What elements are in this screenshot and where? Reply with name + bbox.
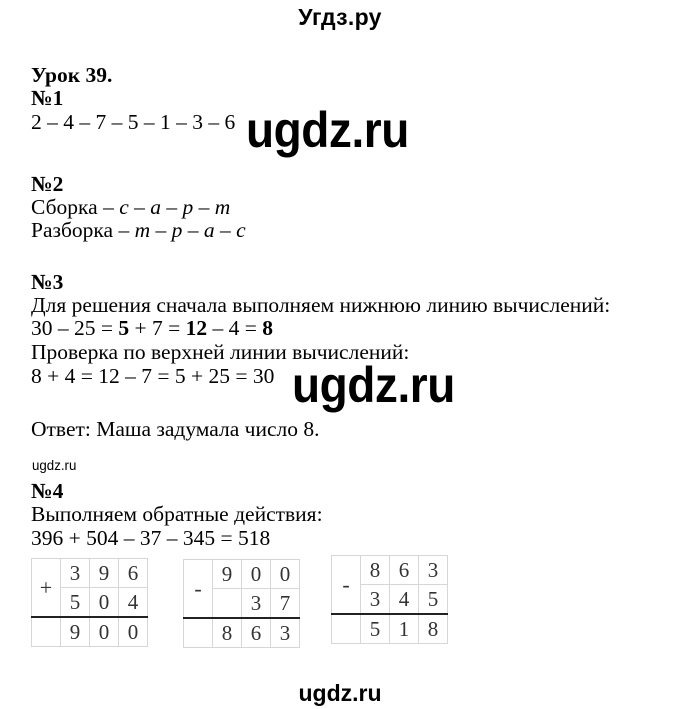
digit-cell: 4 xyxy=(119,588,148,618)
calc-part: – 4 = xyxy=(207,316,263,340)
result-digit: 1 xyxy=(390,614,419,644)
empty-cell xyxy=(332,614,361,644)
calc-bold-value: 5 xyxy=(118,316,130,340)
digit-cell: 9 xyxy=(90,559,119,588)
digit-cell xyxy=(213,589,242,619)
digit-cell: 3 xyxy=(419,556,448,585)
calc-bold-value: 12 xyxy=(185,316,208,340)
watermark-small: ugdz.ru xyxy=(32,457,77,473)
task-2-assembly xyxy=(31,196,230,219)
digit-cell: 8 xyxy=(361,556,390,585)
digit-cell: 0 xyxy=(271,560,300,589)
column-subtraction-table-2 xyxy=(331,555,448,644)
operator-minus: - xyxy=(184,560,213,619)
task-4-intro: Выполняем обратные действия: xyxy=(31,502,323,526)
result-digit: 0 xyxy=(119,617,148,647)
digit-cell: 6 xyxy=(390,556,419,585)
task-1-number: №1 xyxy=(31,86,64,110)
disassembly-sequence: т – р – а – с xyxy=(134,218,246,242)
operator-plus: + xyxy=(32,559,61,618)
result-digit: 6 xyxy=(242,618,271,648)
watermark-bottom: ugdz.ru xyxy=(298,680,382,706)
result-digit: 8 xyxy=(213,618,242,648)
digit-cell: 3 xyxy=(61,559,90,588)
empty-cell xyxy=(32,617,61,647)
task-3-check-intro: Проверка по верхней линии вычислений: xyxy=(31,340,410,364)
digit-cell: 0 xyxy=(90,588,119,618)
task-3-intro: Для решения сначала выполняем нижнюю линию вычислений: xyxy=(31,293,611,317)
empty-cell xyxy=(184,618,213,648)
digit-cell: 0 xyxy=(242,560,271,589)
task-1-answer: 2 – 4 – 7 – 5 – 1 – 3 – 6 xyxy=(31,110,236,134)
calc-part: 30 – 25 = xyxy=(31,316,119,340)
calc-part: + 7 = xyxy=(129,316,186,340)
column-subtraction-table-1 xyxy=(183,559,300,648)
task-4-expression: 396 + 504 – 37 – 345 = 518 xyxy=(31,526,271,550)
task-2-number: №2 xyxy=(31,172,64,196)
result-digit: 3 xyxy=(271,618,300,648)
watermark-2: ugdz.ru xyxy=(292,357,455,413)
task-3-calculation xyxy=(31,317,273,340)
lesson-title: Урок 39. xyxy=(31,63,113,87)
task-4-number: №4 xyxy=(31,479,64,503)
result-digit: 8 xyxy=(419,614,448,644)
digit-cell: 9 xyxy=(213,560,242,589)
result-digit: 0 xyxy=(90,617,119,647)
calc-bold-value: 8 xyxy=(262,316,274,340)
operator-minus: - xyxy=(332,556,361,615)
task-3-answer: Ответ: Маша задумала число 8. xyxy=(31,417,320,441)
digit-cell: 7 xyxy=(271,589,300,619)
digit-cell: 6 xyxy=(119,559,148,588)
digit-cell: 4 xyxy=(390,585,419,615)
task-2-disassembly xyxy=(31,219,246,242)
watermark-1: ugdz.ru xyxy=(246,102,409,158)
result-digit: 9 xyxy=(61,617,90,647)
task-3-number: №3 xyxy=(31,270,64,294)
assembly-sequence: с – а – р – т xyxy=(119,195,231,219)
result-digit: 5 xyxy=(361,614,390,644)
column-addition-table xyxy=(31,558,148,647)
digit-cell: 3 xyxy=(361,585,390,615)
assembly-label: Сборка – xyxy=(31,195,120,219)
site-title[interactable]: Угдз.ру xyxy=(298,4,382,30)
digit-cell: 5 xyxy=(61,588,90,618)
digit-cell: 5 xyxy=(419,585,448,615)
disassembly-label: Разборка – xyxy=(31,218,135,242)
digit-cell: 3 xyxy=(242,589,271,619)
task-3-check: 8 + 4 = 12 – 7 = 5 + 25 = 30 xyxy=(31,364,275,388)
